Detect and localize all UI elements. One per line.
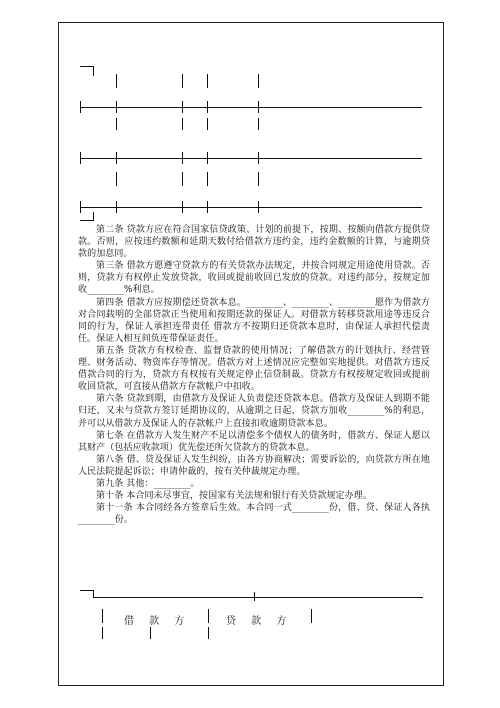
clause-11: 第十一条 本合同经各方签章后生效。本合同一式________份，借、贷、保证人各执________份。 — [78, 503, 430, 526]
clause-6: 第六条 贷款到期，由借款方及保证人负责偿还贷款本息。借款方及保证人到期不能归还，又未与贷款方签订延期协议的，从逾期之日起，贷款方加收________%的利息，并可以从借款方及保证人的存款帐户上直接扣收逾期贷款本息。 — [78, 394, 430, 429]
clause-7: 第七条 在借款方人发生财产不足以清偿多个债权人的债务时，借款方、保证人愿以其财产（包括应收款项）优先偿还所欠贷款方的贷款本息。 — [78, 430, 430, 453]
contract-body — [78, 224, 430, 526]
clause-4: 第四条 借款方应按期偿还贷款本息。________、________、________愿作为借款方对合同载明的全部贷款正当使用和按期还款的保证人。对借款方转移贷款用途等违反合同的行为，保证人承担连带责任 借款方不按期归还贷款本息时，由保证人承担代偿责任。保证人相互间负连带保证责任。 — [78, 297, 430, 344]
clause-5: 第五条 贷款方有权检查、监督贷款的使用情况；了解借款方的计划执行、经营管理、财务活动、物资库存等情况。借款方对上述情况应完整如实地提供。对借款方违反借款合同的行为，贷款方有权按有关规定停止信贷制裁。贷款方有权按规定收回或提前收回贷款，可直接从借款方存款帐户中扣收。 — [78, 345, 430, 393]
borrower-label: 借 款 方 — [124, 616, 191, 627]
clause-9: 第九条 其他：________。 — [96, 478, 200, 489]
clause-3: 第三条 借款方愿遵守贷款方的有关贷款办法规定，并按合同规定用途使用贷款。否则，贷款方有权停止发放贷款，收回或提前收回已发放的贷款。对违约部分，按规定加收________%利息。 — [78, 261, 430, 296]
clause-2: 第二条 贷款方应在符合国家信贷政策、计划的前提下，按期、按额向借款方提供贷款。否则，应按违约数额和延期天数付给借款方违约金，违约金数额的计算，与逾期贷款的加息同。 — [78, 225, 430, 260]
clause-10: 第十条 本合同未尽事宜，按国家有关法规和银行有关贷款规定办理。 — [96, 491, 372, 502]
lender-label: 贷 款 方 — [226, 616, 293, 627]
clause-8: 第八条 借、贷及保证人发生纠纷，由各方协商解决；需要诉讼的，向贷款方所在地人民法院提起诉讼；申请仲裁的，按有关仲裁规定办理。 — [78, 454, 430, 477]
